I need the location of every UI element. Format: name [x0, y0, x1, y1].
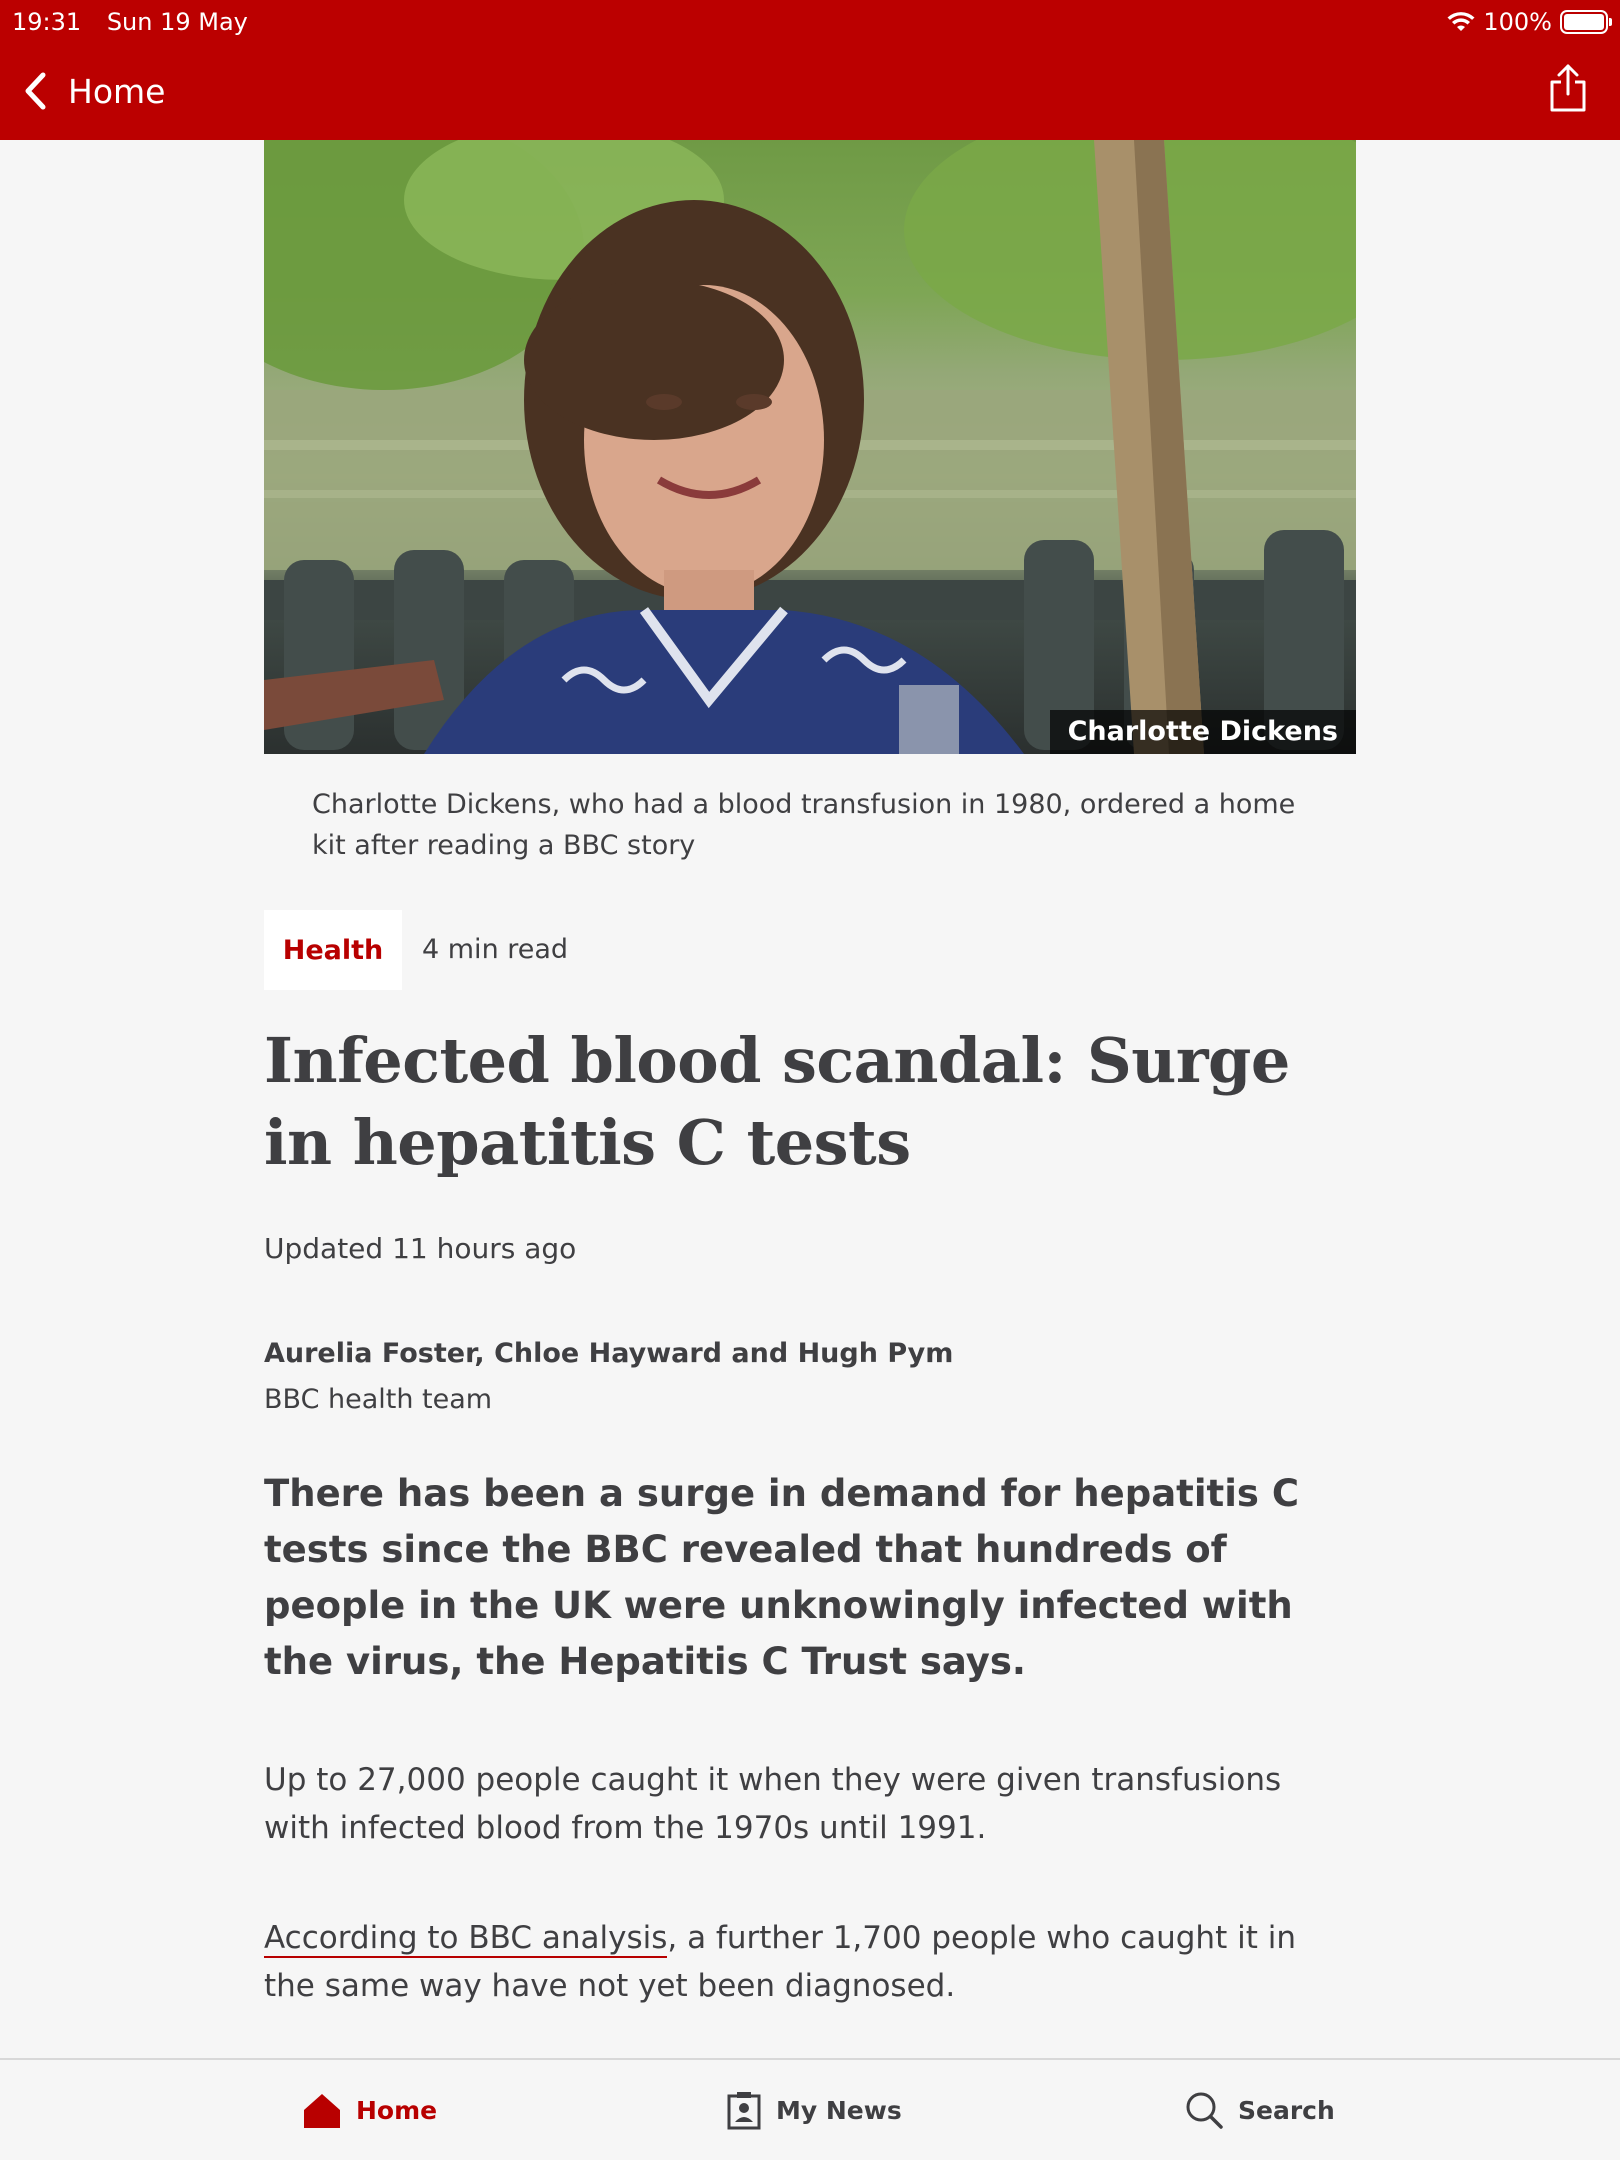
- tab-home[interactable]: [302, 2060, 437, 2160]
- bbc-analysis-link[interactable]: According to BBC analysis: [264, 1920, 668, 1956]
- tab-home-label: Home: [356, 2095, 438, 2125]
- tab-my-news-label: My News: [776, 2095, 902, 2125]
- image-credit: Charlotte Dickens: [1050, 710, 1356, 754]
- image-caption: Charlotte Dickens, who had a blood transfusion in 1980, ordered a home kit after reading a BBC story: [312, 789, 1296, 861]
- status-time: 19:31: [12, 8, 82, 36]
- article-lead: There has been a surge in demand for hepatitis C tests since the BBC revealed that hundreds of people in the UK were unknowingly infected with the virus, the Hepatitis C Trust says.: [264, 1472, 1299, 1683]
- topic-tag-health[interactable]: Health: [264, 910, 402, 990]
- tab-my-news[interactable]: [726, 2060, 902, 2160]
- article-paragraph-2-text: , a further 1,700 people who caught it in the same way have not yet been diagnosed.: [264, 1920, 1296, 2004]
- article-paragraph-2: [264, 1914, 1354, 2010]
- hero-photo: [264, 140, 1356, 754]
- tab-search-label: Search: [1238, 2095, 1335, 2125]
- share-icon[interactable]: [1546, 62, 1590, 114]
- home-icon: [302, 2090, 342, 2130]
- battery-icon: [1560, 10, 1608, 34]
- back-button-label: Home: [68, 71, 166, 111]
- status-bar-left: [12, 4, 266, 40]
- back-button[interactable]: [22, 66, 165, 116]
- bottom-tab-bar: [0, 2058, 1620, 2160]
- article-paragraph-1: Up to 27,000 people caught it when they were given transfusions with infected blood from the 1970s until 1991.: [264, 1762, 1282, 1846]
- status-date: Sun 19 May: [106, 8, 248, 36]
- search-icon: [1184, 2090, 1224, 2130]
- status-bar-right: [1447, 4, 1608, 40]
- wifi-icon: [1447, 11, 1475, 33]
- hero-image: [264, 140, 1356, 754]
- author-team: BBC health team: [264, 1384, 493, 1415]
- top-bar: [0, 0, 1620, 140]
- read-time: 4 min read: [422, 934, 569, 965]
- updated-timestamp: Updated 11 hours ago: [264, 1232, 577, 1265]
- article-authors: Aurelia Foster, Chloe Hayward and Hugh Pym: [264, 1338, 954, 1369]
- article-headline: Infected blood scandal: Surge in hepatitis C tests: [264, 1024, 1290, 1179]
- tab-search[interactable]: [1184, 2060, 1335, 2160]
- my-news-icon: [726, 2090, 762, 2130]
- chevron-left-icon: [22, 71, 48, 111]
- battery-percent: 100%: [1483, 8, 1552, 36]
